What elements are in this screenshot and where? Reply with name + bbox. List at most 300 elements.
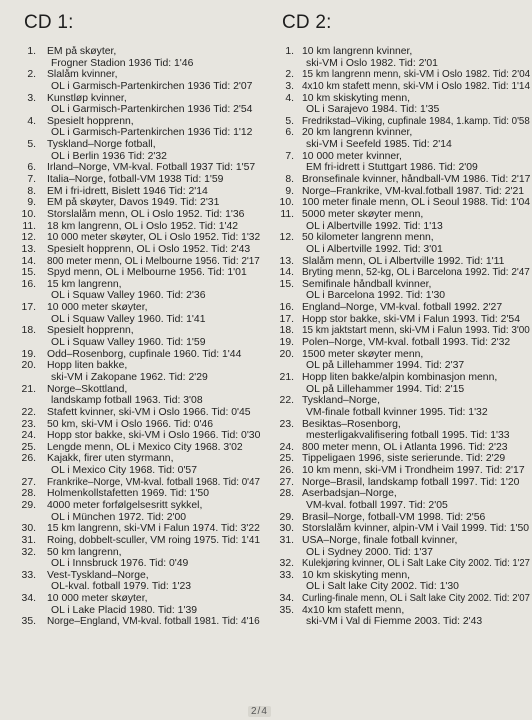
track-number: 35. [21,616,36,628]
track-text: mesterligakvalifisering fotball 1995. Tid: 1'33 [306,430,510,442]
track-text: Hopp liten bakke, [47,360,128,372]
track-number: 19. [279,337,294,349]
track-entry [270,116,532,128]
track-entry [0,430,262,442]
track-text: Spyd menn, OL i Melbourne 1956. Tid: 1'01 [47,267,247,279]
track-line [270,488,532,500]
track-line-continued [270,384,532,396]
track-entry [0,523,262,535]
track-text: 5000 meter skøyter menn, [302,208,424,220]
track-entry [270,209,532,232]
track-line [0,325,262,337]
track-text: 10 000 meter skøyter, [47,593,148,605]
track-number: 9. [27,197,36,209]
track-number: 10. [21,208,36,220]
track-text: 10 km skiskyting menn, [302,92,410,104]
track-text: Slalåm menn, OL i Albertville 1992. Tid: 1'11 [302,255,505,267]
track-line [270,337,532,349]
track-number: 6. [285,127,294,139]
track-line [270,395,532,407]
track-number: 2. [285,69,294,81]
track-number: 29. [279,511,294,523]
track-entry [270,372,532,395]
track-number: 17. [21,302,36,314]
track-text: OL i München 1972. Tid: 2'00 [51,511,187,523]
cd2-track-list [270,46,532,628]
track-text: OL i Garmisch-Partenkirchen 1936 Tid: 2'07 [51,80,253,92]
track-line [270,523,532,535]
track-line [0,419,262,431]
track-number: 28. [279,488,294,500]
track-text: England–Norge, VM-kval. fotball 1992. 2'27 [302,302,503,314]
track-text: 10 000 meter skøyter, OL i Oslo 1952. Tid: 1'32 [47,232,261,244]
track-line [0,488,262,500]
track-line-continued [0,127,262,139]
track-line [270,174,532,186]
track-text: Hopp stor bakke, ski-VM i Falun 1993. Tid: 2'54 [302,313,520,325]
track-text: 15 km langrenn menn, ski-VM i Oslo 1982. Tid: 2'04 [302,69,531,81]
track-number: 11. [280,208,294,220]
track-line [270,151,532,163]
track-line [0,547,262,559]
track-number: 34. [279,593,294,605]
track-number: 31. [21,534,36,546]
track-entry [270,395,532,418]
track-entry [0,570,262,593]
track-text: Fredrikstad–Viking, cupfinale 1984, 1.kamp. Tid: 0'58 [302,115,530,127]
track-number: 8. [285,174,294,186]
track-number: 14. [21,255,36,267]
track-text: OL i Berlin 1936 Tid: 2'32 [51,150,167,162]
track-line-continued [0,605,262,617]
track-entry [270,477,532,489]
track-number: 21. [279,371,294,383]
track-line [0,279,262,291]
track-entry [0,256,262,268]
track-text: Semifinale håndball kvinner, [302,278,432,290]
track-number: 18. [21,325,36,337]
track-number: 24. [279,441,294,453]
track-line [0,162,262,174]
track-line [270,442,532,454]
track-line-continued [270,162,532,174]
track-line [0,46,262,58]
track-number: 27. [21,476,36,488]
track-number: 23. [279,418,294,430]
track-entry [0,442,262,454]
track-entry [270,488,532,511]
track-text: VM-kval. fotball 1997. Tid: 2'05 [306,499,448,511]
track-number: 14. [279,267,294,279]
track-entry [0,186,262,198]
track-number: 12. [21,232,36,244]
track-entry [0,419,262,431]
track-text: OL i Garmisch-Partenkirchen 1936 Tid: 1'12 [51,127,253,139]
track-line-continued [270,407,532,419]
track-line-continued [270,244,532,256]
track-line [0,244,262,256]
track-text: 15 km langrenn, [47,278,122,290]
track-text: EM i fri-idrett, Bislett 1946 Tid: 2'14 [47,185,208,197]
track-line [270,279,532,291]
track-line [0,209,262,221]
track-text: 4000 meter forfølgelsesritt sykkel, [47,499,203,511]
track-text: OL i Innsbruck 1976. Tid: 0'49 [51,558,189,570]
track-entry [0,244,262,256]
track-entry [0,616,262,628]
track-number: 32. [21,546,36,558]
track-line-continued [270,581,532,593]
track-text: EM på skøyter, [47,46,117,57]
track-entry [270,419,532,442]
track-text: Tyskland–Norge, [302,395,380,407]
cd2-title: CD 2: [282,12,332,33]
track-line [270,535,532,547]
track-line [0,256,262,268]
track-line-continued [270,547,532,559]
track-line [270,69,532,81]
track-text: Spesielt hopprenn, OL i Oslo 1952. Tid: 2'43 [47,243,251,255]
track-number: 11. [22,220,36,232]
track-number: 1. [285,46,294,57]
track-entry [0,197,262,209]
track-line-continued [0,58,262,70]
track-line [0,93,262,105]
track-line [0,267,262,279]
track-text: OL i Squaw Valley 1960. Tid: 1'41 [51,313,206,325]
track-line-continued [270,139,532,151]
track-number: 34. [21,593,36,605]
track-line [0,349,262,361]
track-line [270,232,532,244]
track-line-continued [270,360,532,372]
track-text: 10 km langrenn kvinner, [302,46,413,57]
track-text: 15 km jaktstart menn, ski-VM i Falun 1993. Tid: 3'00 [302,325,530,337]
track-line [270,512,532,524]
track-number: 25. [21,441,36,453]
track-entry [270,523,532,535]
track-number: 16. [279,302,294,314]
track-entry [0,69,262,92]
track-number: 19. [21,348,36,360]
track-text: 10 000 meter kvinner, [302,150,402,162]
track-line [270,349,532,361]
track-number: 12. [279,232,294,244]
track-text: 18 km langrenn, OL i Oslo 1952. Tid: 1'42 [47,220,239,232]
track-text: 10 km skiskyting menn, [302,569,410,581]
track-entry [270,174,532,186]
track-text: 4x10 km stafett menn, [302,604,405,616]
track-line [0,593,262,605]
track-number: 7. [285,150,294,162]
track-entry [0,325,262,348]
track-number: 33. [21,569,36,581]
track-text: OL på Lillehammer 1994. Tid: 2'37 [306,360,465,372]
track-text: Tippeligaen 1996, siste serierunde. Tid: 2'29 [302,453,506,465]
track-entry [270,465,532,477]
track-text: ski-VM i Zakopane 1962. Tid: 2'29 [51,371,208,383]
track-text: Frankrike–Norge, VM-kval. fotball 1968. Tid: 0'47 [47,476,261,488]
track-entry [270,127,532,150]
track-text: 50 kilometer langrenn menn, [302,232,434,244]
track-text: 20 km langrenn kvinner, [302,127,413,139]
track-number: 13. [21,243,36,255]
track-text: Vest-Tyskland–Norge, [47,569,149,581]
track-entry [270,337,532,349]
track-line [0,69,262,81]
track-entry [270,69,532,81]
track-number: 6. [27,162,36,174]
track-text: EM på skøyter, Davos 1949. Tid: 2'31 [47,197,220,209]
track-line [0,302,262,314]
track-number: 4. [285,92,294,104]
track-text: Brasil–Norge, fotball-VM 1998. Tid: 2'56 [302,511,486,523]
track-entry [0,116,262,139]
track-entry [270,81,532,93]
track-line [0,186,262,198]
track-entry [0,139,262,162]
track-text: Frogner Stadion 1936 Tid: 1'46 [51,57,194,69]
track-text: Italia–Norge, fotball-VM 1938 Tid: 1'59 [47,174,224,186]
track-text: Curling-finale menn, OL i Salt lake City 2002. Tid: 2'07 [302,593,530,605]
track-line-continued [270,430,532,442]
track-text: OL i Albertville 1992. Tid: 1'13 [306,220,443,232]
track-text: Hopp liten bakke/alpin kombinasjon menn, [302,371,498,383]
track-text: OL i Mexico City 1968. Tid: 0'57 [51,465,197,477]
track-text: Stafett kvinner, ski-VM i Oslo 1966. Tid: 0'45 [47,406,251,418]
track-text: Aserbadsjan–Norge, [302,488,397,500]
track-line-continued [0,558,262,570]
track-text: Norge–Skottland, [47,383,128,395]
track-number: 1. [27,46,36,57]
track-entry [0,407,262,419]
cd1-title: CD 1: [24,12,74,33]
track-text: OL i Albertville 1992. Tid: 3'01 [306,243,443,255]
track-number: 21. [21,383,36,395]
track-line [270,325,532,337]
track-entry [0,93,262,116]
track-line [270,314,532,326]
track-line [0,139,262,151]
track-line-continued [0,372,262,384]
track-line-continued [0,581,262,593]
track-entry [270,453,532,465]
track-text: Kulekjøring kvinner, OL i Salt Lake City 2002. Tid: 1'27 [302,558,530,570]
track-line [0,407,262,419]
track-entry [0,174,262,186]
track-text: 800 meter menn, OL i Melbourne 1956. Tid: 2'17 [47,255,260,267]
track-text: 10 km menn, ski-VM i Trondheim 1997. Tid: 2'17 [302,465,525,477]
track-text: Norge–Frankrike, VM-kval.fotball 1987. Tid: 2'21 [302,185,525,197]
track-number: 35. [279,604,294,616]
track-text: Lengde menn, OL i Mexico City 1968. 3'02 [47,441,243,453]
track-line-continued [270,500,532,512]
track-text: OL i Salt lake City 2002. Tid: 1'30 [306,581,459,593]
track-line [0,500,262,512]
track-text: Odd–Rosenborg, cupfinale 1960. Tid: 1'44 [47,348,242,360]
track-line [0,523,262,535]
track-line-continued [0,81,262,93]
track-entry [270,314,532,326]
track-number: 27. [279,476,294,488]
track-text: 10 000 meter skøyter, [47,302,148,314]
track-line-continued [0,395,262,407]
track-line-continued [0,512,262,524]
track-text: Spesielt hopprenn, [47,325,134,337]
track-number: 20. [279,348,294,360]
track-text: Kunstløp kvinner, [47,92,127,104]
track-text: Spesielt hopprenn, [47,115,134,127]
track-line-continued [270,616,532,628]
track-entry [270,151,532,174]
track-line [0,197,262,209]
track-text: 50 km langrenn, [47,546,122,558]
track-entry [270,46,532,69]
track-text: 100 meter finale menn, OL i Seoul 1988. Tid: 1'04 [302,197,531,209]
track-text: OL i Squaw Valley 1960. Tid: 1'59 [51,337,206,349]
track-text: ski-VM i Seefeld 1985. Tid: 2'14 [306,139,452,151]
track-number: 3. [285,80,294,92]
track-number: 26. [21,453,36,465]
track-text: Hopp stor bakke, ski-VM i Oslo 1966. Tid: 0'30 [47,430,261,442]
track-entry [270,325,532,337]
track-text: Holmenkollstafetten 1969. Tid: 1'50 [47,488,209,500]
track-line-continued [270,104,532,116]
track-text: Bronsefinale kvinner, håndball-VM 1986. Tid: 2'17 [302,174,531,186]
track-number: 32. [279,558,294,570]
track-line [270,477,532,489]
track-text: Kajakk, firer uten styrmann, [47,453,174,465]
track-text: EM fri-idrett i Stuttgart 1986. Tid: 2'09 [306,162,478,174]
track-entry [270,512,532,524]
track-line [270,209,532,221]
track-text: Besiktas–Rosenborg, [302,418,401,430]
track-line [0,477,262,489]
track-line [270,46,532,58]
track-number: 22. [21,406,36,418]
track-number: 30. [279,523,294,535]
track-line [270,558,532,570]
track-number: 26. [279,465,294,477]
track-line-continued [0,465,262,477]
track-entry [0,46,262,69]
track-text: USA–Norge, finale fotball kvinner, [302,534,458,546]
track-line-continued [0,337,262,349]
track-number: 29. [21,499,36,511]
track-text: OL på Lillehammer 1994. Tid: 2'15 [306,383,465,395]
track-text: OL i Barcelona 1992. Tid: 1'30 [306,290,446,302]
track-number: 2. [27,69,36,81]
track-number: 13. [279,255,294,267]
track-entry [0,477,262,489]
track-text: Irland–Norge, VM-kval. Fotball 1937 Tid: 1'57 [47,162,256,174]
track-line [270,465,532,477]
track-entry [0,302,262,325]
track-line [270,302,532,314]
track-text: Tyskland–Norge fotball, [47,139,156,151]
track-entry [270,570,532,593]
track-number: 3. [27,92,36,104]
track-text: Bryting menn, 52-kg, OL i Barcelona 1992. Tid: 2'47 [302,267,530,279]
track-text: OL i Sydney 2000. Tid: 1'37 [306,546,433,558]
track-line [270,127,532,139]
track-entry [0,360,262,383]
track-line [0,232,262,244]
track-entry [270,302,532,314]
track-entry [270,349,532,372]
track-line [270,116,532,128]
track-line [270,419,532,431]
track-text: 15 km langrenn, ski-VM i Falun 1974. Tid: 3'22 [47,523,260,535]
track-line-continued [0,151,262,163]
track-entry [270,535,532,558]
track-number: 15. [21,267,36,279]
track-entry [270,93,532,116]
track-number: 15. [279,278,294,290]
track-line [0,430,262,442]
track-entry [0,349,262,361]
track-line [0,570,262,582]
track-line [270,372,532,384]
track-line [270,93,532,105]
track-entry [270,267,532,279]
track-line [0,174,262,186]
track-number: 8. [27,185,36,197]
track-entry [270,256,532,268]
track-line [270,186,532,198]
track-line [0,384,262,396]
track-entry [270,558,532,570]
track-number: 20. [21,360,36,372]
track-line [0,221,262,233]
track-line [270,570,532,582]
track-line-continued [270,58,532,70]
track-entry [0,547,262,570]
track-text: Polen–Norge, VM-kval. fotball 1993. Tid: 2'32 [302,337,511,349]
track-line [270,593,532,605]
track-number: 7. [27,174,36,186]
track-line-continued [0,314,262,326]
track-line [270,81,532,93]
track-number: 25. [279,453,294,465]
track-text: Storslalåm kvinner, alpin-VM i Vail 1999. Tid: 1'50 [302,523,530,535]
track-entry [270,279,532,302]
track-line [0,453,262,465]
track-number: 31. [279,534,294,546]
track-text: ski-VM i Oslo 1982. Tid: 2'01 [306,57,438,69]
track-line [0,116,262,128]
track-number: 18. [279,325,294,337]
track-text: landskamp fotball 1963. Tid: 3'08 [51,395,203,407]
track-entry [270,232,532,255]
track-line [270,197,532,209]
track-entry [270,605,532,628]
track-text: Storslalåm menn, OL i Oslo 1952. Tid: 1'36 [47,208,245,220]
track-entry [270,197,532,209]
track-entry [0,267,262,279]
track-entry [0,232,262,244]
track-text: 4x10 km stafett menn, ski-VM i Oslo 1982. Tid: 1'14 [302,80,531,92]
track-entry [0,221,262,233]
track-number: 24. [21,430,36,442]
track-entry [0,209,262,221]
track-entry [0,535,262,547]
track-line [0,616,262,628]
cd1-track-list [0,46,262,628]
track-number: 33. [279,569,294,581]
track-number: 23. [21,418,36,430]
track-line-continued [0,104,262,116]
